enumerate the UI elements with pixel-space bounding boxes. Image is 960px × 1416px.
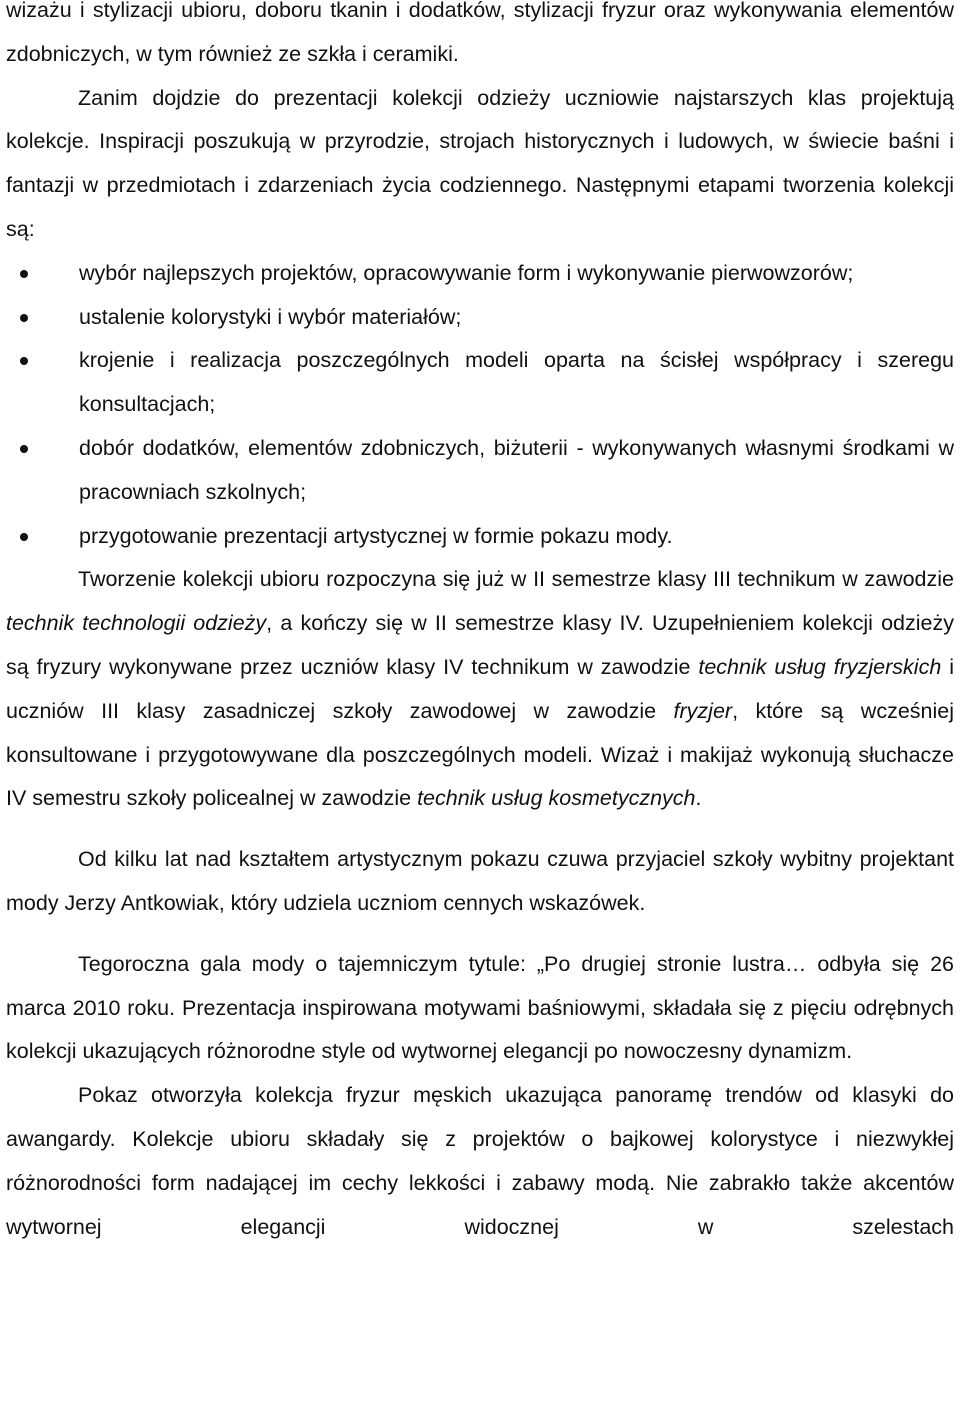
list-item [6, 296, 954, 340]
text-run: Tworzenie kolekcji ubioru rozpoczyna się już w II semestrze klasy III technikum w zawodzie [78, 567, 954, 592]
paragraph-gala: Tegoroczna gala mody o tajemniczym tytule: „Po drugiej stronie lustra… odbyła się 26 marca 2010 roku. Prezentacja inspirowana motywami baśniowymi, składała się z pięciu odrębnych kolekcji ukazujących różnorodne style od wytwornej elegancji po nowoczesny dynamizm. [6, 951, 954, 1064]
bullet-icon [20, 357, 28, 365]
bullet-icon [20, 533, 28, 541]
list-item-text: krojenie i realizacja poszczególnych modeli oparta na ścisłej współpracy i szeregu konsultacjach; [79, 348, 954, 417]
list-item [6, 515, 954, 559]
paragraph-collection-timeline [6, 558, 954, 821]
list-item-text: ustalenie kolorystyki i wybór materiałów; [79, 304, 462, 329]
text-run: , a kończy się w II semestrze klasy IV. Uzupełnieniem kolekcji odzieży są fryzury wykonywane przez uczniów klasy IV technikum w zawodzie [6, 611, 954, 679]
stages-list [6, 252, 954, 559]
text-run: , które są wcześniej konsultowane i przygotowywane dla poszczególnych modeli. Wizaż i makijaż wykonują słuchacze IV semestru szkoły policealnej w zawodzie [6, 698, 954, 811]
bullet-icon [20, 270, 28, 278]
text-run: i uczniów III klasy zasadniczej szkoły zawodowej w zawodzie [6, 654, 954, 723]
paragraph-continuation: wizażu i stylizacji ubioru, doboru tkanin i dodatków, stylizacji fryzur oraz wykonywania elementów zdobniczych, w tym również ze szkła i ceramiki. [6, 0, 954, 66]
bullet-icon [20, 314, 28, 322]
profession-name: technik usług fryzjerskich [698, 654, 942, 679]
list-item [6, 252, 954, 296]
profession-name: fryzjer [673, 698, 733, 723]
list-item-text: dobór dodatków, elementów zdobniczych, biżuterii - wykonywanych własnymi środkami w pracowniach szkolnych; [79, 435, 954, 504]
paragraph-collection-design: Zanim dojdzie do prezentacji kolekcji odzieży uczniowie najstarszych klas projektują kolekcje. Inspiracji poszukują w przyrodzie, strojach historycznych i ludowych, w świecie baśni i fantazji w przedmiotach i zdarzeniach życia codziennego. Następnymi etapami tworzenia kolekcji są: [6, 85, 954, 241]
list-item [6, 427, 954, 515]
document-page [6, 0, 954, 1249]
bullet-icon [20, 445, 28, 453]
list-item-text: wybór najlepszych projektów, opracowywanie form i wykonywanie pierwowzorów; [79, 260, 854, 285]
paragraph-mentor: Od kilku lat nad kształtem artystycznym pokazu czuwa przyjaciel szkoły wybitny projektant mody Jerzy Antkowiak, który udziela uczniom cennych wskazówek. [6, 847, 954, 915]
profession-name: technik technologii odzieży [6, 611, 267, 636]
profession-name: technik usług kosmetycznych [417, 786, 696, 811]
text-run: . [695, 786, 702, 811]
list-item-text: przygotowanie prezentacji artystycznej w formie pokazu mody. [79, 523, 673, 548]
list-item [6, 339, 954, 427]
paragraph-show: Pokaz otworzyła kolekcja fryzur męskich ukazująca panoramę trendów od klasyki do awangardy. Kolekcje ubioru składały się z projektów o bajkowej kolorystyce i niezwykłej różnorodności form nadającej im cechy lekkości i zabawy modą. Nie zabrakło także akcentów wytwornej elegancji widocznej w szelestach [6, 1083, 954, 1239]
